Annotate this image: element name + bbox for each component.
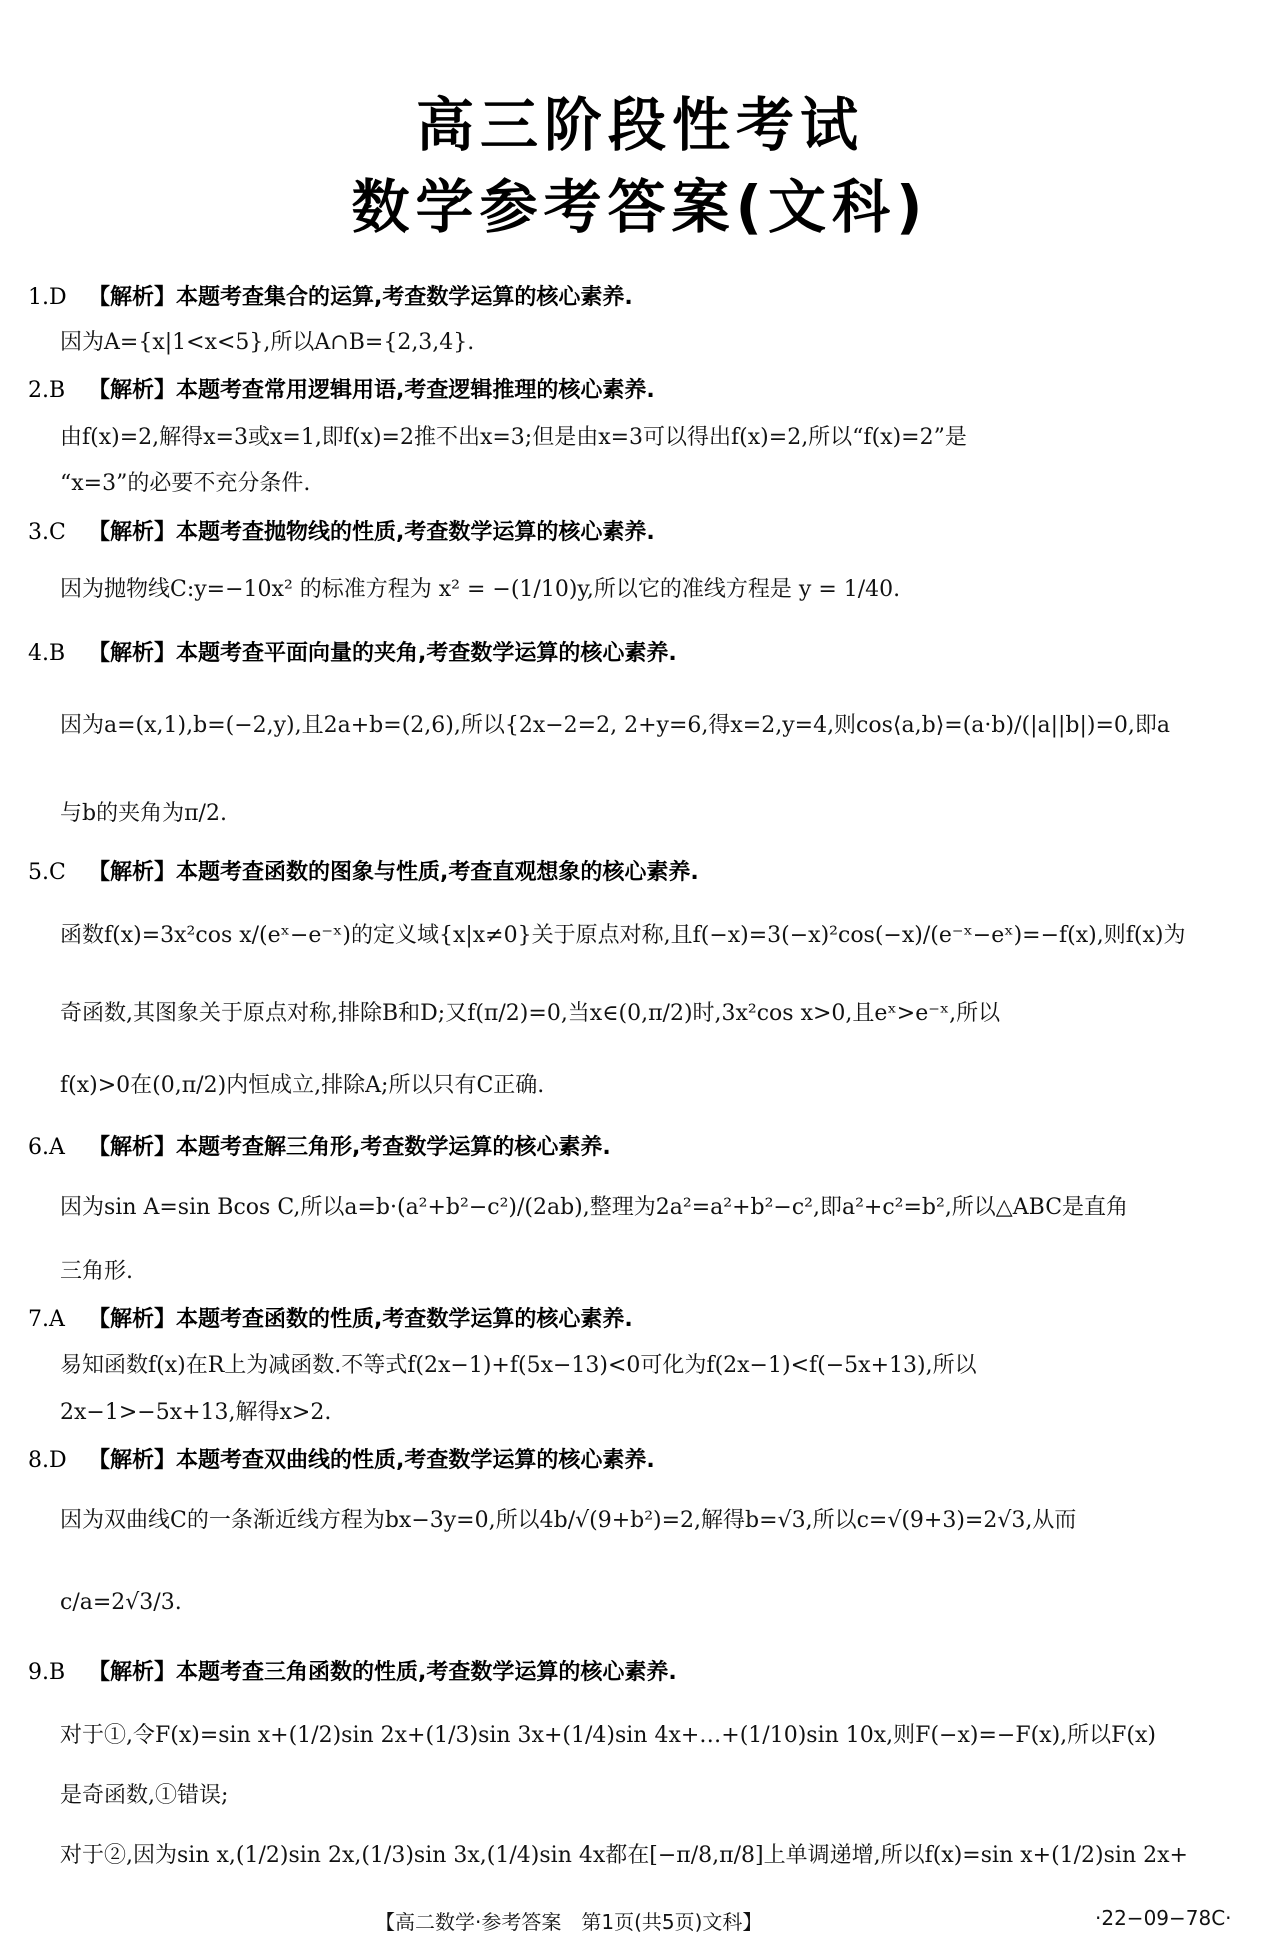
solution-line: “x=3”的必要不充分条件. bbox=[60, 471, 311, 496]
question-number: 5.C bbox=[28, 860, 66, 885]
solution-line: 是奇函数,①错误; bbox=[60, 1783, 229, 1808]
question-header-4 bbox=[28, 636, 677, 667]
question-number: 1.D bbox=[28, 285, 67, 310]
page-subtitle: 数学参考答案(文科) bbox=[351, 173, 929, 241]
question-number: 7.A bbox=[28, 1307, 65, 1332]
solution-line: 因为双曲线C的一条渐近线方程为bx−3y=0,所以4b/√(9+b²)=2,解得b=√3,所以c=√(9+3)=2√3,从而 bbox=[60, 1508, 1077, 1533]
analysis-tag: 【解析】 bbox=[88, 520, 177, 545]
question-header-1 bbox=[28, 280, 633, 311]
analysis-tag: 【解析】 bbox=[88, 1135, 177, 1160]
question-topic: 本题考查双曲线的性质,考查数学运算的核心素养. bbox=[176, 1448, 655, 1473]
question-number: 6.A bbox=[28, 1135, 65, 1160]
solution-line: 对于①,令F(x)=sin x+(1/2)sin 2x+(1/3)sin 3x+(1/4)sin 4x+…+(1/10)sin 10x,则F(−x)=−F(x),所以F(x) bbox=[60, 1723, 1156, 1748]
question-header-6 bbox=[28, 1130, 611, 1161]
analysis-tag: 【解析】 bbox=[88, 1660, 177, 1685]
solution-line: 由f(x)=2,解得x=3或x=1,即f(x)=2推不出x=3;但是由x=3可以得出f(x)=2,所以“f(x)=2”是 bbox=[60, 425, 967, 450]
solution-line: f(x)>0在(0,π/2)内恒成立,排除A;所以只有C正确. bbox=[60, 1073, 545, 1098]
footer-page-info: 【高二数学·参考答案 第1页(共5页)文科】 bbox=[375, 1910, 763, 1934]
question-topic: 本题考查函数的图象与性质,考查直观想象的核心素养. bbox=[176, 860, 699, 885]
analysis-tag: 【解析】 bbox=[88, 285, 177, 310]
question-topic: 本题考查平面向量的夹角,考查数学运算的核心素养. bbox=[176, 641, 677, 666]
question-header-5 bbox=[28, 855, 699, 886]
question-topic: 本题考查抛物线的性质,考查数学运算的核心素养. bbox=[176, 520, 655, 545]
solution-line: 三角形. bbox=[60, 1259, 133, 1284]
solution-line: 因为A={x|1<x<5},所以A∩B={2,3,4}. bbox=[60, 330, 475, 355]
question-header-9 bbox=[28, 1655, 677, 1686]
solution-line: 因为sin A=sin Bcos C,所以a=b·(a²+b²−c²)/(2ab),整理为2a²=a²+b²−c²,即a²+c²=b²,所以△ABC是直角 bbox=[60, 1195, 1129, 1220]
question-topic: 本题考查函数的性质,考查数学运算的核心素养. bbox=[176, 1307, 633, 1332]
analysis-tag: 【解析】 bbox=[88, 1307, 177, 1332]
page-title: 高三阶段性考试 bbox=[415, 91, 864, 159]
analysis-tag: 【解析】 bbox=[88, 641, 177, 666]
solution-line: 奇函数,其图象关于原点对称,排除B和D;又f(π/2)=0,当x∈(0,π/2)时,3x²cos x>0,且eˣ>e⁻ˣ,所以 bbox=[60, 1001, 1001, 1026]
question-topic: 本题考查三角函数的性质,考查数学运算的核心素养. bbox=[176, 1660, 677, 1685]
solution-line: 因为抛物线C:y=−10x² 的标准方程为 x² = −(1/10)y,所以它的准线方程是 y = 1/40. bbox=[60, 577, 901, 602]
question-topic: 本题考查解三角形,考查数学运算的核心素养. bbox=[176, 1135, 611, 1160]
footer-code: ·22−09−78C· bbox=[1095, 1906, 1232, 1930]
solution-line: 易知函数f(x)在R上为减函数.不等式f(2x−1)+f(5x−13)<0可化为f(2x−1)<f(−5x+13),所以 bbox=[60, 1353, 977, 1378]
solution-line: 2x−1>−5x+13,解得x>2. bbox=[60, 1400, 332, 1425]
analysis-tag: 【解析】 bbox=[88, 378, 177, 403]
analysis-tag: 【解析】 bbox=[88, 860, 177, 885]
solution-line: 函数f(x)=3x²cos x/(eˣ−e⁻ˣ)的定义域{x|x≠0}关于原点对称,且f(−x)=3(−x)²cos(−x)/(e⁻ˣ−eˣ)=−f(x),则f(x)为 bbox=[60, 923, 1186, 948]
question-header-2 bbox=[28, 373, 655, 404]
question-topic: 本题考查集合的运算,考查数学运算的核心素养. bbox=[176, 285, 633, 310]
solution-line: 对于②,因为sin x,(1/2)sin 2x,(1/3)sin 3x,(1/4)sin 4x都在[−π/8,π/8]上单调递增,所以f(x)=sin x+(1/2)sin 2x+ bbox=[60, 1843, 1188, 1868]
solution-line: 与b的夹角为π/2. bbox=[60, 801, 227, 826]
question-topic: 本题考查常用逻辑用语,考查逻辑推理的核心素养. bbox=[176, 378, 655, 403]
question-number: 2.B bbox=[28, 378, 66, 403]
question-header-3 bbox=[28, 515, 655, 546]
solution-line: c/a=2√3/3. bbox=[60, 1590, 182, 1615]
analysis-tag: 【解析】 bbox=[88, 1448, 177, 1473]
question-number: 3.C bbox=[28, 520, 66, 545]
question-number: 9.B bbox=[28, 1660, 66, 1685]
solution-line: 因为a=(x,1),b=(−2,y),且2a+b=(2,6),所以{2x−2=2, 2+y=6,得x=2,y=4,则cos⟨a,b⟩=(a·b)/(|a||b|)=0,即a bbox=[60, 713, 1171, 738]
question-header-7 bbox=[28, 1302, 633, 1333]
question-header-8 bbox=[28, 1443, 655, 1474]
question-number: 4.B bbox=[28, 641, 66, 666]
question-number: 8.D bbox=[28, 1448, 67, 1473]
